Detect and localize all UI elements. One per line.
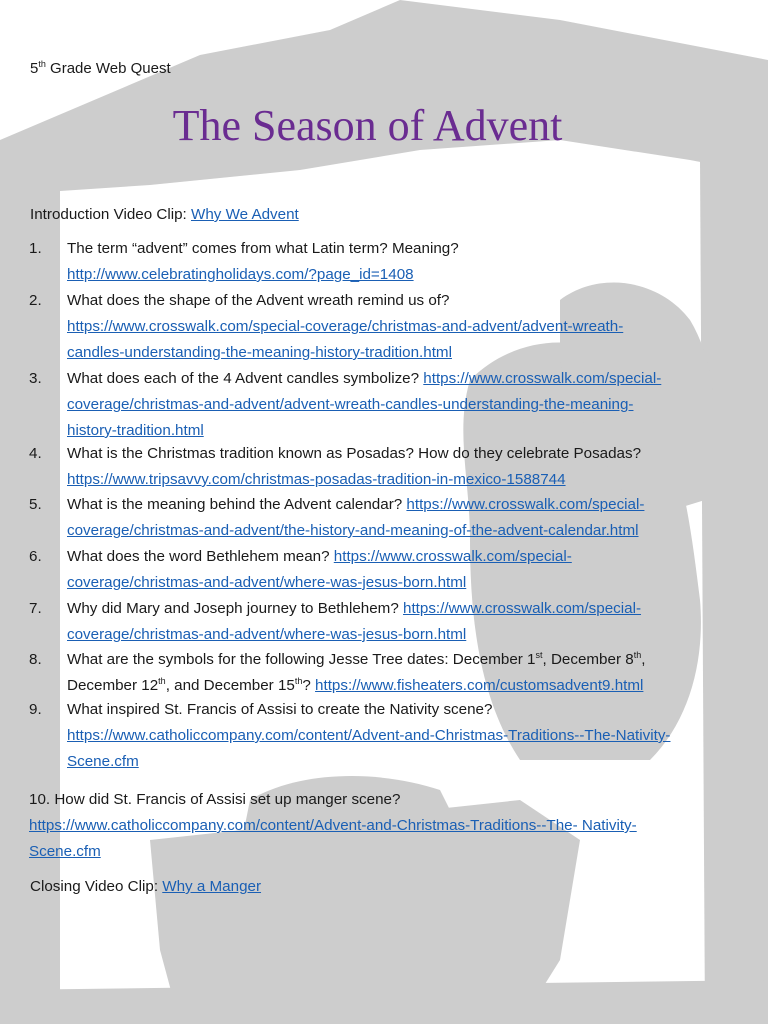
- intro-video-link[interactable]: Why We Advent: [190, 206, 299, 223]
- question-8-link[interactable]: https://www.fisheaters.com/customsadvent9.html: [315, 677, 644, 694]
- question-6-link[interactable]: https://www.crosswalk.com/special-: [333, 548, 572, 565]
- question-1-link[interactable]: http://www.celebratingholidays.com/?page_id=1408: [67, 266, 414, 283]
- question-7-link[interactable]: https://www.crosswalk.com/special-: [403, 600, 642, 617]
- question-6-link-cont[interactable]: coverage/christmas-and-advent/where-was-jesus-born.html: [67, 574, 467, 591]
- question-10-link[interactable]: https://www.catholiccompany.com/content/Advent-and-Christmas-Traditions--The- Nativity-: [29, 817, 637, 834]
- question-5-link[interactable]: https://www.crosswalk.com/special-: [406, 496, 645, 513]
- question-7-link-cont[interactable]: coverage/christmas-and-advent/where-was-jesus-born.html: [67, 626, 467, 643]
- question-3-link[interactable]: https://www.crosswalk.com/special-: [423, 370, 662, 387]
- question-10: 10. How did St. Francis of Assisi set up manger scene? https://www.catholiccompany.com/content/Advent-and-Christmas-Traditions--The- Nativity- Scene.cfm: [29, 791, 637, 860]
- intro-video-line: Introduction Video Clip: Why We Advent: [30, 206, 299, 223]
- question-5-link-cont[interactable]: coverage/christmas-and-advent/the-history-and-meaning-of-the-advent-calendar.html: [67, 522, 639, 539]
- question-2-link-cont[interactable]: candles-understanding-the-meaning-history-tradition.html: [67, 344, 452, 361]
- question-3-link-cont[interactable]: coverage/christmas-and-advent/advent-wreath-candles-understanding-the-meaning-: [67, 396, 634, 413]
- grade-heading: 5th Grade Web Quest: [30, 59, 171, 77]
- closing-video-line: Closing Video Clip: Why a Manger: [30, 878, 262, 895]
- page-title: The Season of Advent: [172, 101, 563, 150]
- question-9-link-cont[interactable]: Scene.cfm: [67, 753, 139, 770]
- question-4-link[interactable]: https://www.tripsavvy.com/christmas-posadas-tradition-in-mexico-1588744: [67, 471, 566, 488]
- question-10-link-cont[interactable]: Scene.cfm: [29, 843, 101, 860]
- closing-video-link[interactable]: Why a Manger: [162, 878, 262, 895]
- question-2-link[interactable]: https://www.crosswalk.com/special-coverage/christmas-and-advent/advent-wreath-: [67, 318, 624, 335]
- question-3-link-end[interactable]: history-tradition.html: [67, 422, 204, 439]
- question-9-link[interactable]: https://www.catholiccompany.com/content/Advent-and-Christmas-Traditions--The-Nativity-: [67, 727, 671, 744]
